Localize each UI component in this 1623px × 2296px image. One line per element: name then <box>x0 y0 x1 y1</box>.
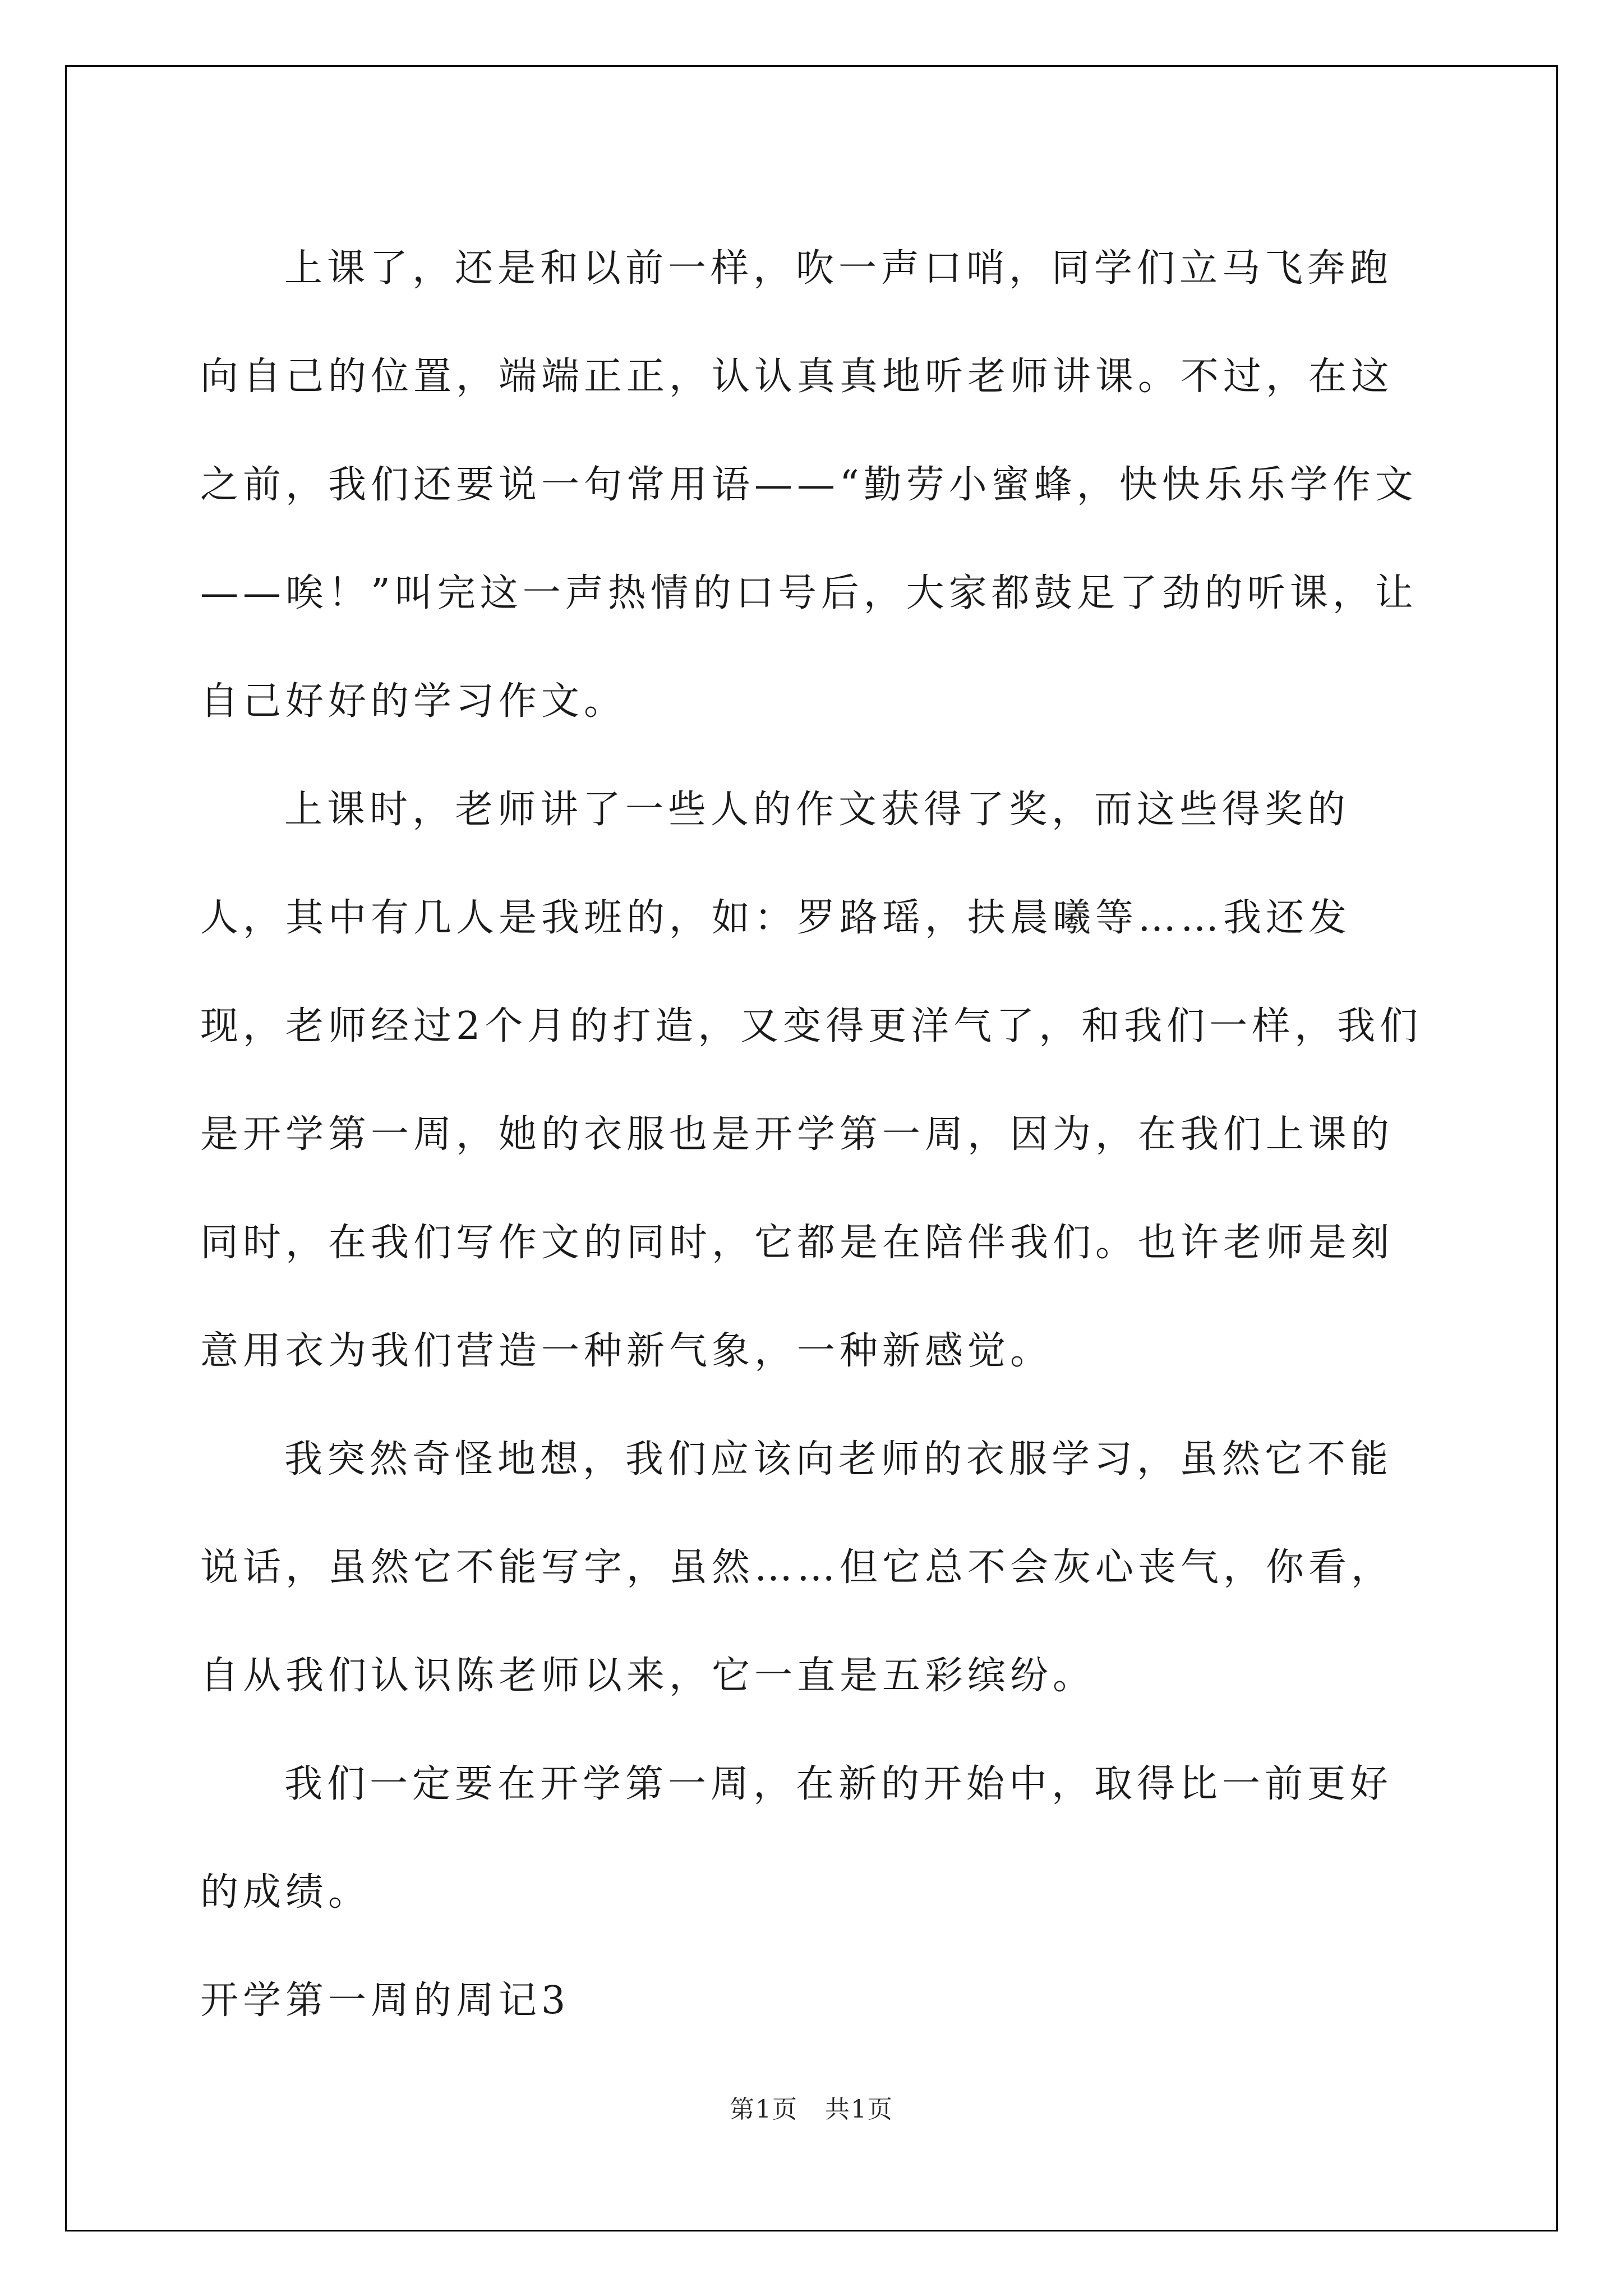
section-heading: 开学第一周的周记3 <box>200 1978 570 2023</box>
paragraph-1: 上课了，还是和以前一样，吹一声口哨，同学们立马飞奔跑向自己的位置，端端正正，认认真真地听老师讲课。不过，在这之前，我们还要说一句常用语——“勤劳小蜜蜂，快快乐乐学作文——唉！”叫完这一声热情的口号后，大家都鼓足了劲的听课，让自己好好的学习作文。 <box>200 246 1418 724</box>
document-body <box>200 214 1431 2055</box>
page-footer <box>0 2089 1623 2125</box>
page-number-current: 第1页 <box>730 2095 798 2124</box>
paragraph-2: 上课时，老师讲了一些人的作文获得了奖，而这些得奖的人，其中有几人是我班的，如：罗路瑶，扶晨曦等……我还发现，老师经过2个月的打造，又变得更洋气了，和我们一样，我们是开学第一周，她的衣服也是开学第一周，因为，在我们上课的同时，在我们写作文的同时，它都是在陪伴我们。也许老师是刻意用衣为我们营造一种新气象，一种新感觉。 <box>200 788 1423 1373</box>
paragraph-4: 我们一定要在开学第一周，在新的开始中，取得比一前更好的成绩。 <box>200 1762 1393 1915</box>
paragraph-3: 我突然奇怪地想，我们应该向老师的衣服学习，虽然它不能说话，虽然它不能写字，虽然……但它总不会灰心丧气，你看，自从我们认识陈老师以来，它一直是五彩缤纷。 <box>200 1437 1394 1698</box>
page-number-total: 共1页 <box>825 2095 893 2124</box>
